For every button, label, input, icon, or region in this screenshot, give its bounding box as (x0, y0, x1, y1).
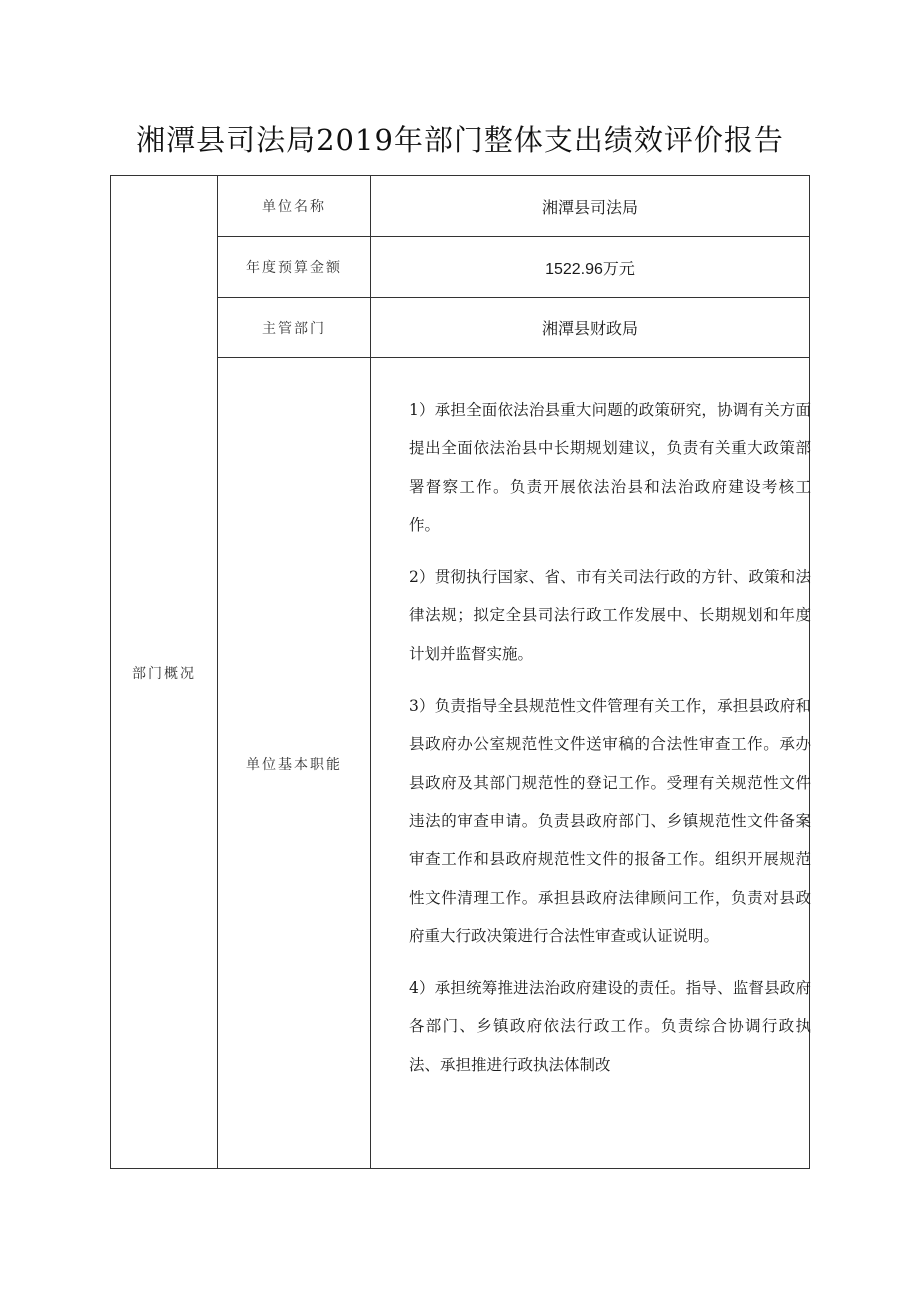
supervising-dept-value: 湘潭县财政局 (541, 319, 638, 338)
duties-text (409, 391, 811, 1098)
annual-budget-value: 1522.96万元 (545, 260, 635, 278)
duty-paragraph: 2）贯彻执行国家、省、市有关司法行政的方针、政策和法律法规；拟定全县司法行政工作发展中、长期规划和年度计划并监督实施。 (409, 568, 811, 663)
overview-table (110, 175, 810, 1169)
page-title: 湘潭县司法局2019年部门整体支出绩效评价报告 (136, 123, 784, 157)
duties-label: 单位基本职能 (246, 757, 342, 773)
duty-paragraph: 1）承担全面依法治县重大问题的政策研究，协调有关方面提出全面依法治县中长期规划建议，负责有关重大政策部署督察工作。负责开展依法治县和法治政府建设考核工作。 (409, 401, 811, 534)
duty-paragraph: 4）承担统筹推进法治政府建设的责任。指导、监督县政府各部门、乡镇政府依法行政工作。负责综合协调行政执法、承担推进行政执法体制改 (409, 979, 811, 1074)
unit-name-label: 单位名称 (262, 199, 326, 215)
duty-paragraph: 3）负责指导全县规范性文件管理有关工作，承担县政府和县政府办公室规范性文件送审稿的合法性审查工作。承办县政府及其部门规范性的登记工作。受理有关规范性文件违法的审查申请。负责县政府部门、乡镇规范性文件备案审查工作和县政府规范性文件的报备工作。组织开展规范性文件清理工作。承担县政府法律顾问工作，负责对县政府重大行政决策进行合法性审查或认证说明。 (409, 697, 811, 945)
supervising-dept-label: 主管部门 (262, 320, 326, 337)
unit-name-value: 湘潭县司法局 (541, 197, 638, 217)
section-label: 部门概况 (132, 666, 196, 682)
annual-budget-label: 年度预算金额 (246, 260, 342, 276)
